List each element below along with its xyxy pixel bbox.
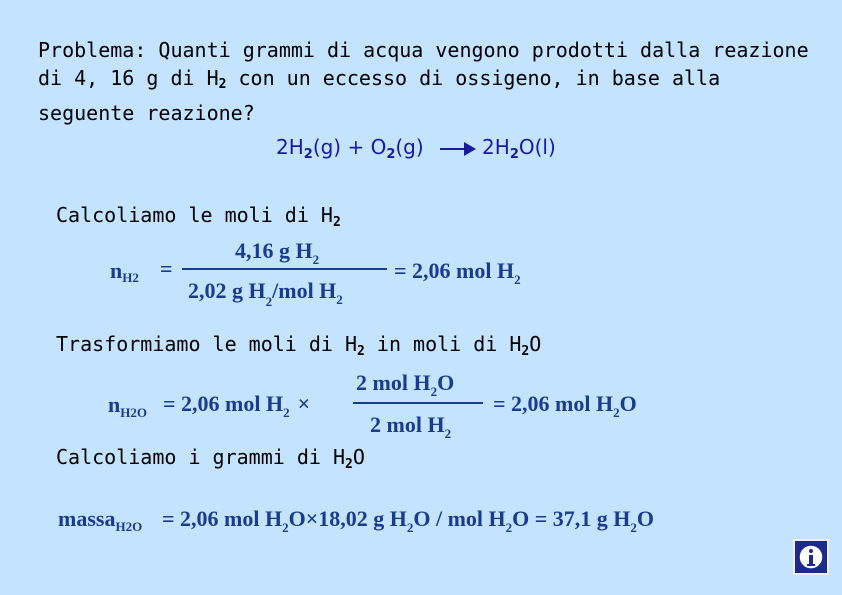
info-button[interactable] xyxy=(793,539,829,575)
step3-heading: Calcoliamo i grammi di $H_2O$ xyxy=(56,445,365,472)
reaction-arrow-icon xyxy=(440,141,476,157)
info-icon xyxy=(797,543,825,571)
step3-formula: massa$_{H2O}$ = 2,06 mol $H_2O\times 18,02$ g $H_2O$ / mol $H_2O = 37,1$ g $H_2O$ xyxy=(58,506,655,535)
reaction-equation: $2H_2(g) + O_2(g)$ $2H_2O(l)$ xyxy=(276,135,556,162)
problem-label: Problema: xyxy=(38,38,147,62)
step2-formula: $n_{H2O}$ = 2,06 mol $H_2$ × 2 mol $H_2O$ 2 mol $H_2$ = 2,06 mol $H_2O$ xyxy=(108,370,637,441)
step1-formula: nH2 = 4,16 g $H_2$ 2,02 g $H_2$/mol $H_2$ = 2,06 mol $H_2$ xyxy=(110,238,521,309)
problem-statement: Problema: Quanti grammi di acqua vengono prodotti dalla reazione di 4, 16 g di $H_2$ con un eccesso di ossigeno, in base alla seguente reazione? xyxy=(38,38,809,125)
step2-heading: Trasformiamo le moli di $H_2$ in moli di $H_2O$ xyxy=(56,332,542,359)
step1-heading: Calcoliamo le moli di $H_2$ xyxy=(56,203,341,230)
